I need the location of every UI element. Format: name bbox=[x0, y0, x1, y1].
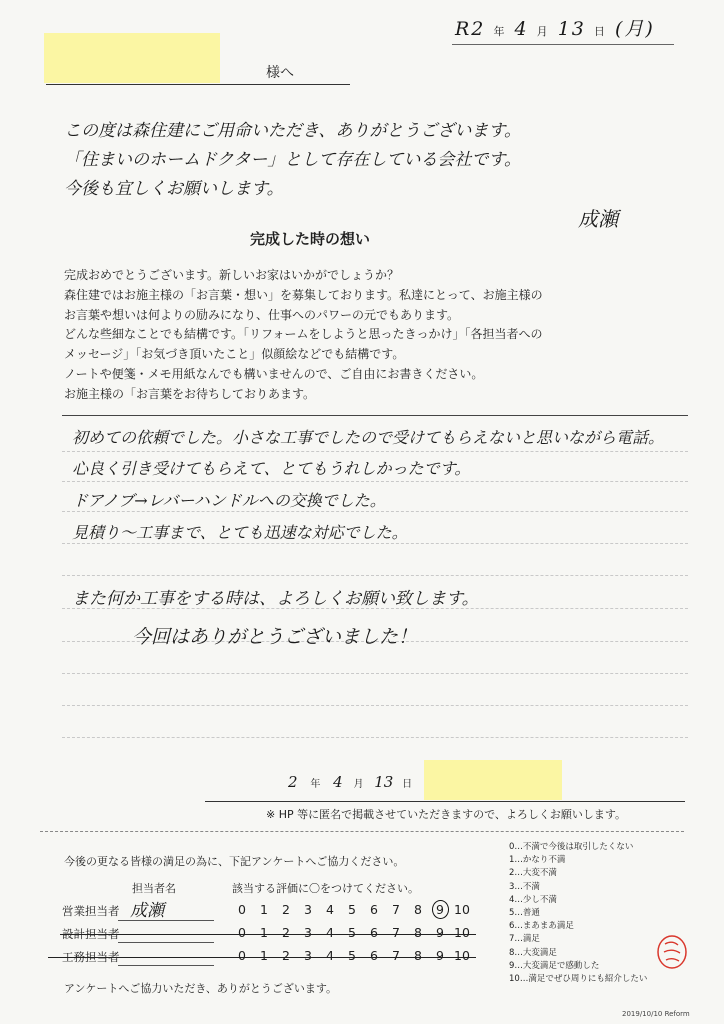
staff-signature: 成瀬 bbox=[578, 207, 618, 231]
row-role-construction: 工務担当者 bbox=[62, 950, 120, 964]
date-underline bbox=[452, 44, 674, 45]
staff-message-line-1: この度は森住建にご用命いただき、ありがとうございます。 bbox=[64, 121, 521, 141]
legend-item: 5…普通 bbox=[509, 908, 540, 919]
row-role-sales: 営業担当者 bbox=[62, 904, 120, 918]
customer-date-year: 2 bbox=[288, 773, 298, 791]
ruled-line bbox=[62, 705, 688, 706]
rating-scale-sales[interactable]: 0 1 2 3 4 5 6 7 8 9 10 bbox=[238, 902, 470, 917]
customer-date-hi-label: 日 bbox=[402, 779, 413, 790]
intro-line: 完成おめでとうございます。新しいお家はいかがでしょうか？ bbox=[64, 268, 400, 282]
intro-line: お施主様の「お言葉をお待ちしておりあます。 bbox=[64, 386, 316, 401]
legend-item: 6…まあまあ満足 bbox=[509, 921, 574, 932]
ruled-line bbox=[62, 575, 688, 576]
redaction-highlight-customer-name bbox=[424, 760, 562, 800]
ruled-line bbox=[62, 737, 688, 738]
customer-message-line: 今回はありがとうございました！ bbox=[132, 626, 418, 648]
ruled-line bbox=[62, 481, 688, 482]
intro-line: 森住建ではお施主様の「お言葉・想い」を募集しております。私達にとって、お施主様の bbox=[64, 287, 543, 302]
recipient-suffix: 様へ bbox=[266, 65, 294, 81]
rating-scale-construction[interactable]: 0 1 2 3 4 5 6 7 8 9 10 bbox=[238, 948, 470, 963]
tsuki-label: 月 bbox=[536, 25, 550, 38]
intro-text bbox=[64, 266, 694, 405]
customer-message-line: 心良く引き受けてもらえて、とてもうれしかったです。 bbox=[72, 459, 471, 478]
handwritten-date-top bbox=[455, 14, 655, 41]
customer-message-line: また何か工事をする時は、よろしくお願い致します。 bbox=[72, 589, 479, 609]
ruled-line bbox=[62, 451, 688, 452]
intro-line: お言葉や想いは何よりの励みになり、仕事へのパワーの元でもあります。 bbox=[64, 307, 460, 322]
row-staff-underline bbox=[118, 965, 214, 966]
rating-scale-design[interactable]: 0 1 2 3 4 5 6 7 8 9 10 bbox=[238, 925, 470, 940]
legend-item: 2…大変不満 bbox=[509, 868, 557, 879]
hi-label: 日 bbox=[593, 25, 607, 38]
col-rating-instruction: 該当する評価に〇をつけてください。 bbox=[232, 882, 419, 895]
legend-item: 0…不満で今後は取引したくない bbox=[509, 842, 634, 852]
customer-date-tsuki-label: 月 bbox=[353, 779, 364, 790]
section-title: 完成した時の想い bbox=[250, 230, 371, 248]
form-version: 2019/10/10 Reform bbox=[622, 1010, 690, 1018]
strike-through-design bbox=[60, 934, 476, 935]
staff-message-line-2: 「住まいのホームドクター」として存在している会社です。 bbox=[64, 150, 521, 170]
row-role-design: 設計担当者 bbox=[62, 927, 120, 941]
survey-intro: 今後の更なる皆様の満足の為に、下記アンケートへご協力ください。 bbox=[64, 855, 405, 868]
anonymity-note: ※ HP 等に匿名で掲載させていただきますので、よろしくお願いします。 bbox=[266, 808, 627, 821]
date-era: R2 bbox=[455, 18, 486, 40]
date-weekday: (月) bbox=[614, 18, 655, 40]
legend-item: 4…少し不満 bbox=[509, 894, 557, 905]
staff-message bbox=[64, 117, 704, 204]
intro-line: ノートや便箋・メモ用紙なんでも構いませんので、ご自由にお書きください。 bbox=[64, 366, 484, 381]
intro-line: どんな些細なことでも結構です。「リフォームをしようと思ったきっかけ」「各担当者への bbox=[64, 327, 543, 342]
legend-item: 9…大変満足で感動した bbox=[509, 960, 600, 971]
redaction-highlight-recipient bbox=[44, 33, 220, 83]
row-staff-underline bbox=[118, 920, 214, 921]
date-day: 13 bbox=[557, 18, 586, 40]
customer-date bbox=[288, 773, 412, 791]
col-staff-name: 担当者名 bbox=[132, 882, 176, 895]
rating-legend bbox=[509, 841, 647, 986]
strike-through-construction bbox=[48, 957, 476, 958]
legend-item: 1…かなり不満 bbox=[509, 855, 566, 866]
ruled-line bbox=[62, 511, 688, 512]
intro-line: メッセージ」「お気づき頂いたこと」似顔絵などでも結構です。 bbox=[64, 347, 405, 362]
row-staff-sales: 成瀬 bbox=[130, 901, 164, 921]
survey-thanks: アンケートへご協力いただき、ありがとうございます。 bbox=[64, 982, 338, 995]
ruled-line bbox=[62, 543, 688, 544]
legend-item: 7…満足 bbox=[509, 934, 540, 945]
ruled-line bbox=[62, 673, 688, 674]
intro-divider bbox=[62, 415, 688, 416]
customer-message-line: 見積り〜工事まで、とても迅速な対応でした。 bbox=[72, 523, 408, 542]
customer-message-line: ドアノブ→レバーハンドルへの交換でした。 bbox=[72, 491, 386, 510]
legend-item: 3…不満 bbox=[509, 881, 540, 892]
customer-date-nen-label: 年 bbox=[310, 779, 321, 790]
survey-divider bbox=[40, 831, 684, 832]
customer-message-line: 初めての依頼でした。小さな工事でしたので受けてもらえないと思いながら電話。 bbox=[72, 428, 665, 447]
recipient-underline bbox=[46, 84, 350, 85]
staff-message-line-3: 今後も宜しくお願いします。 bbox=[64, 179, 284, 199]
date-month: 4 bbox=[514, 18, 529, 40]
signature-underline bbox=[205, 801, 685, 802]
selected-rating-9: 9 bbox=[429, 902, 451, 917]
customer-date-day: 13 bbox=[374, 773, 394, 791]
legend-item: 8…大変満足 bbox=[509, 947, 557, 958]
legend-item: 10…満足でぜひ周りにも紹介したい bbox=[509, 974, 648, 985]
hanko-stamp-icon bbox=[652, 930, 692, 974]
row-staff-underline bbox=[118, 942, 214, 943]
nen-label: 年 bbox=[493, 25, 507, 38]
customer-date-month: 4 bbox=[333, 773, 343, 791]
